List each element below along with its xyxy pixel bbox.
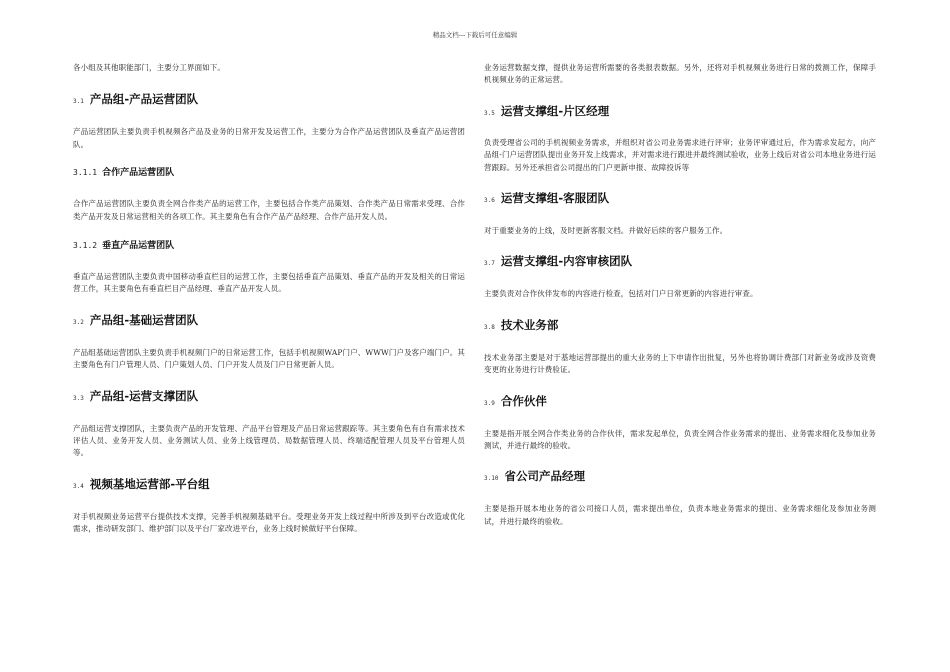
section-title: 省公司产品经理 [504,469,585,484]
section-title: 垂直产品运营团队 [102,241,175,252]
section-title: 产品组-运营支撑团队 [89,388,199,403]
section-body: 合作产品运营团队主要负责全网合作类产品的运营工作，主要包括合作类产品策划、合作类产品日常需求受理、合作类产品开发及日常运营相关的各项工作。其主要角色有合作产品产品经理、合作产品开发人员。 [73,199,465,221]
section-heading-3-5 [484,103,876,119]
section-number: 3.7 [484,260,495,268]
section-body: 对手机视频业务运营平台提供技术支撑，完善手机视频基础平台。受理业务开发上线过程中所涉及到平台改造或优化需求，推动研发部门、维护部门以及平台厂家改进平台，业务上线时候做好平台保障。 [73,511,465,534]
section-heading-3-3 [73,388,465,404]
page-header: 精品文档---下载后可任意编辑 [432,31,518,39]
section-number: 3.1.1 [73,168,98,178]
section-heading-3-8 [484,317,876,333]
section-number: 3.8 [484,323,495,331]
section-number: 3.4 [73,482,84,490]
section-body: 产品运营团队主要负责手机视频各产品及业务的日常开发及运营工作，主要分为合作产品运营团队及垂直产品运营团队。 [73,127,465,149]
section-number: 3.6 [484,197,495,205]
section-body: 对于重要业务的上线，及时更新客服文档。并做好后续的客户服务工作。 [484,226,728,236]
section-title: 合作产品运营团队 [102,168,175,179]
section-body: 垂直产品运营团队主要负责中国移动垂直栏目的运营工作，主要包括垂直产品策划、垂直产品的开发及相关的日常运营工作，其主要角色有垂直栏目产品经理、垂直产品开发人员。 [73,272,465,294]
section-number: 3.5 [484,109,495,117]
section-title: 产品组-产品运营团队 [89,92,199,107]
section-title: 视频基地运营部-平台组 [89,476,210,491]
section-heading-3-1-2 [73,238,465,251]
section-heading-3-10 [484,468,876,484]
intro-paragraph: 各小组及其他职能部门，主要分工界面如下。 [73,63,225,72]
section-body: 负责受理省公司的手机视频业务需求，并组织对省公司业务需求进行评审；业务评审通过后，作为需求发起方，向产品组-门户运营团队提出业务开发上线需求，并对需求进行跟进并最终测试验收，业务上线后对省公司本地业务进行运营跟踪。另外还承担省公司提出的门户更新申报、故障投诉等 [484,137,876,172]
section-heading-3-9 [484,393,876,409]
section-body: 产品组基础运营团队主要负责手机视频门户的日常运营工作，包括手机视频WAP门户、WWW门户及客户端门户。其主要角色有门户管理人员、门户策划人员、门户开发人员及门户日常更新人员。 [73,347,465,370]
section-title: 运营支撑组-客服团队 [500,191,610,206]
section-body: 产品组运营支撑团队，主要负责产品的开发管理、产品平台管理及产品日常运营跟踪等。其主要角色有自有需求技术评估人员、业务开发人员、业务测试人员、业务上线管理员、局数据管理人员、终端适配管理人员及平台管理人员等。 [73,423,465,458]
section-body: 技术业务部主要是对于基地运营部提出的重大业务的上下申请作出批复，另外也将协调计费部门对新业务或涉及资费变更的业务进行计费验证。 [484,352,876,375]
section-number: 3.9 [484,399,495,407]
section-body: 主要是指开展全网合作类业务的合作伙伴，需求发起单位，负责全网合作业务需求的提出、业务需求细化及参加业务测试，并进行最终的验收。 [484,428,876,451]
right-column [484,62,876,528]
section-heading-3-2 [73,312,465,328]
section-number: 3.3 [73,394,84,402]
section-title: 运营支撑组-片区经理 [500,103,610,118]
section-heading-3-4 [73,476,465,492]
section-title: 产品组-基础运营团队 [89,312,199,327]
section-heading-3-6 [484,190,876,206]
section-heading-3-7 [484,253,876,269]
section-number: 3.10 [484,475,499,483]
section-body: 主要是指开展本地业务的省公司接口人员，需求提出单位，负责本地业务需求的提出、业务需求细化及参加业务测试，并进行最终的验收。 [484,504,876,526]
section-number: 3.1.2 [73,241,98,251]
section-heading-3-1 [73,91,465,107]
section-title: 运营支撑组-内容审核团队 [500,254,633,269]
section-heading-3-1-1 [73,165,465,178]
section-number: 3.2 [73,318,84,326]
section-title: 合作伙伴 [500,393,547,408]
section-body: 主要负责对合作伙伴发布的内容进行检查，包括对门户日常更新的内容进行审查。 [484,289,758,299]
left-column [73,62,465,536]
continued-paragraph: 业务运营数据支撑，提供业务运营所需要的各类报表数据。另外，还将对手机视频业务进行日常的拨测工作，保障手机视频业务的正常运营。 [484,63,876,85]
section-title: 技术业务部 [500,317,559,332]
section-number: 3.1 [73,98,84,106]
